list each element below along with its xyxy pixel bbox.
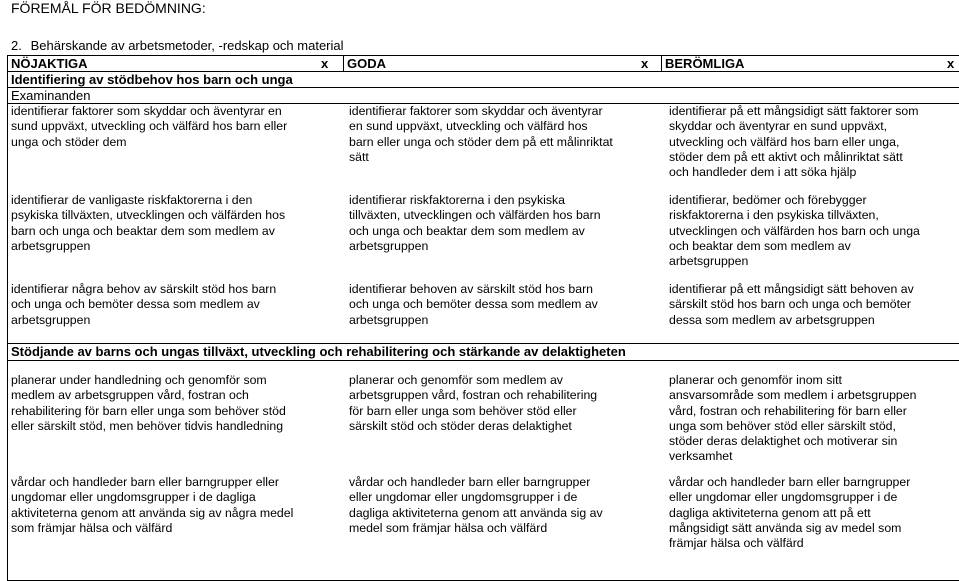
criteria-line: mångsidigt sätt använda sig av medel som: [669, 520, 902, 535]
group-title: Identifiering av stödbehov hos barn och unga: [11, 72, 293, 87]
criteria-cell-excellent: [669, 373, 916, 465]
criteria-cell-excellent: [669, 475, 910, 551]
criteria-line: psykiska tillväxten, utvecklingen och välfärden hos: [11, 208, 286, 223]
criteria-line: eller särskilt stöd, men behöver tidvis handledning: [11, 418, 284, 433]
level-header-row: [8, 56, 959, 72]
criteria-line: aktiviteterna genom att använda sig av några medel: [11, 505, 294, 520]
column-divider: [661, 56, 662, 71]
criteria-cell-satisfactory: [11, 193, 285, 254]
criteria-cell-satisfactory: [11, 373, 286, 434]
criteria-line: planerar och genomför inom sitt: [669, 373, 842, 387]
row-divider: [8, 360, 959, 361]
criteria-line: planerar och genomför som medlem av: [349, 373, 563, 387]
level-label: BERÖMLIGA: [665, 56, 745, 71]
criteria-cell-satisfactory: [11, 282, 276, 328]
criteria-line: en sund uppväxt, utveckling och välfärd hos: [349, 119, 588, 134]
assessment-matrix: [7, 55, 959, 581]
criteria-line: identifierar på ett mångsidigt sätt behoven av: [669, 282, 914, 296]
criteria-line: som främjar hälsa och välfärd: [11, 520, 173, 535]
criteria-cell-excellent: [669, 282, 914, 328]
criteria-line: vårdar och handleder barn eller barngrupper eller: [11, 475, 279, 489]
criteria-cell-good: [349, 282, 598, 328]
criteria-line: rehabilitering för barn eller unga som behöver stöd: [11, 403, 286, 418]
criteria-line: eller ungdomar eller ungdomsgrupper i de: [669, 490, 898, 505]
criteria-line: utveckling och välfärd hos barn eller unga,: [669, 134, 900, 149]
criteria-line: arbetsgruppen: [11, 312, 91, 327]
criteria-cell-satisfactory: [11, 104, 287, 150]
criteria-line: och unga och beaktar dem som medlem av: [349, 223, 585, 238]
criteria-cell-excellent: [669, 193, 920, 269]
criteria-line: särskilt stöd hos barn och unga och bemöter: [669, 297, 911, 312]
criteria-cell-good: [349, 373, 597, 434]
criteria-line: riskfaktorerna i den psykiska tillväxten,: [669, 208, 879, 223]
row-divider: [8, 87, 959, 88]
criteria-line: identifierar några behov av särskilt stöd hos barn: [11, 282, 277, 296]
criteria-line: sätt: [349, 149, 369, 164]
criteria-line: vårdar och handleder barn eller barngrupper: [349, 475, 591, 489]
criteria-line: stöder dem på ett aktivt och målinriktat sätt: [669, 149, 903, 164]
criteria-line: och unga och bemöter dessa som medlem av: [11, 297, 260, 312]
group-subtitle: Examinanden: [11, 88, 91, 103]
criteria-cell-good: [349, 193, 601, 254]
criteria-line: barn och unga och beaktar dem som medlem av: [11, 223, 275, 238]
criteria-line: identifierar riskfaktorerna i den psykiska: [349, 193, 565, 207]
criteria-line: identifierar på ett mångsidigt sätt faktorer som: [669, 104, 919, 118]
criteria-line: identifierar faktorer som skyddar och äventyrar: [349, 104, 603, 118]
criteria-line: arbetsgruppen vård, fostran och rehabilitering: [349, 388, 598, 403]
criteria-line: tillväxten, utvecklingen och välfärden hos barn: [349, 208, 601, 223]
column-divider: [343, 56, 344, 71]
criteria-line: ansvarsområde som medlem i arbetsgruppen: [669, 388, 917, 403]
criteria-line: arbetsgruppen: [11, 238, 91, 253]
criteria-line: identifierar faktorer som skyddar och äventyrar en: [11, 104, 282, 118]
criteria-cell-good: [349, 104, 613, 165]
criteria-cell-excellent: [669, 104, 918, 180]
criteria-line: och unga och bemöter dessa som medlem av: [349, 297, 598, 312]
criteria-line: särskilt stöd och stöder deras delaktighet: [349, 418, 572, 433]
criteria-line: utvecklingen och välfärden hos barn och unga: [669, 223, 920, 238]
criteria-line: unga som behöver stöd eller särskilt stöd,: [669, 418, 896, 433]
section-number: 2.: [11, 38, 22, 53]
criteria-line: medlem av arbetsgruppen vård, fostran och: [11, 388, 249, 403]
criteria-line: identifierar behoven av särskilt stöd hos barn: [349, 282, 594, 296]
criteria-line: ungdomar eller ungdomsgrupper i de dagliga: [11, 490, 256, 505]
criteria-line: och handleder dem i att söka hjälp: [669, 165, 857, 180]
level-marker: x: [641, 56, 649, 71]
criteria-line: vård, fostran och rehabilitering för barn eller: [669, 403, 907, 418]
level-satisfactory: [8, 56, 344, 71]
criteria-line: sund uppväxt, utveckling och välfärd hos barn eller: [11, 119, 288, 134]
section-title: Behärskande av arbetsmetoder, -redskap och material: [30, 38, 344, 53]
group-title: Stödjande av barns och ungas tillväxt, utveckling och rehabilitering och stärkande av delaktigheten: [11, 344, 626, 359]
criteria-line: unga och stöder dem: [11, 134, 127, 149]
criteria-line: dessa som medlem av arbetsgruppen: [669, 312, 875, 327]
criteria-line: vårdar och handleder barn eller barngrupper: [669, 475, 911, 489]
criteria-line: för barn eller unga som behöver stöd eller: [349, 403, 577, 418]
criteria-cell-satisfactory: [11, 475, 293, 536]
criteria-line: identifierar, bedömer och förebygger: [669, 193, 867, 207]
level-label: NÖJAKTIGA: [11, 56, 88, 71]
criteria-line: identifierar de vanligaste riskfaktorerna i den: [11, 193, 253, 207]
level-label: GODA: [347, 56, 386, 71]
criteria-line: arbetsgruppen: [669, 254, 749, 269]
criteria-line: skyddar och äventyrar en sund uppväxt,: [669, 119, 888, 134]
level-excellent: [662, 56, 959, 71]
criteria-line: verksamhet: [669, 449, 733, 464]
criteria-cell-good: [349, 475, 603, 536]
criteria-line: barn eller unga och stöder dem på ett målinriktat: [349, 134, 613, 149]
criteria-line: dagliga aktiviteterna genom att på ett: [669, 505, 871, 520]
criteria-line: stöder deras delaktighet och motiverar sin: [669, 434, 898, 449]
criteria-line: och beaktar dem som medlem av: [669, 238, 851, 253]
level-marker: x: [947, 56, 955, 71]
criteria-line: arbetsgruppen: [349, 312, 429, 327]
section-heading: [11, 38, 344, 54]
criteria-line: planerar under handledning och genomför som: [11, 373, 267, 387]
criteria-line: främjar hälsa och välfärd: [669, 536, 804, 551]
criteria-line: eller ungdomar eller ungdomsgrupper i de: [349, 490, 578, 505]
criteria-line: dagliga aktiviteterna genom att använda sig av: [349, 505, 603, 520]
criteria-line: medel som främjar hälsa och välfärd: [349, 520, 548, 535]
level-good: [344, 56, 662, 71]
level-marker: x: [321, 56, 329, 71]
criteria-line: arbetsgruppen: [349, 238, 429, 253]
page-heading: FÖREMÅL FÖR BEDÖMNING:: [11, 0, 206, 16]
